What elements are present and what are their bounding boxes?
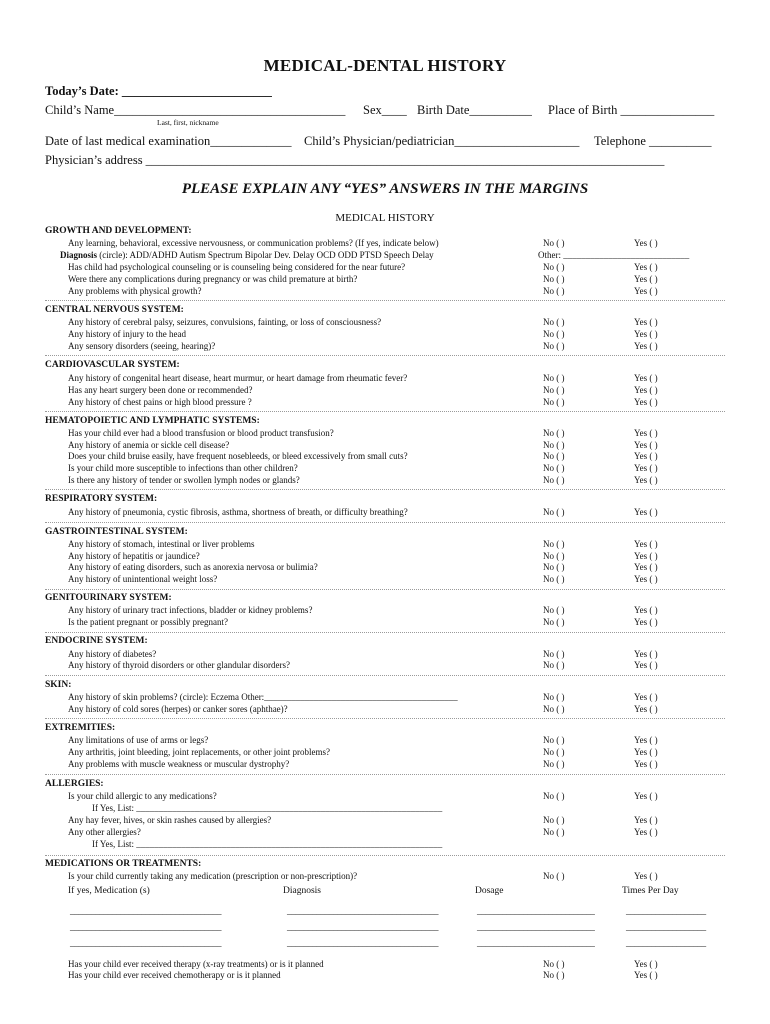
no-checkbox[interactable]: No ( )	[543, 815, 565, 825]
question-text: Any history of stomach, intestinal or liver problems	[68, 539, 255, 549]
no-checkbox[interactable]: No ( )	[543, 373, 565, 383]
no-checkbox[interactable]: No ( )	[543, 274, 565, 284]
question-text: Any arthritis, joint bleeding, joint replacements, or other joint problems?	[68, 747, 330, 757]
dosage-column-header: Dosage	[475, 886, 504, 896]
medication-input[interactable]: ____________________________________	[70, 906, 222, 916]
yes-checkbox[interactable]: Yes ( )	[634, 574, 658, 584]
diagnosis-options	[60, 250, 434, 260]
question-text: Any history of unintentional weight loss?	[68, 574, 218, 584]
no-checkbox[interactable]: No ( )	[543, 649, 565, 659]
times-input[interactable]: ___________________	[626, 938, 706, 948]
no-checkbox[interactable]: No ( )	[543, 397, 565, 407]
section-divider	[45, 489, 725, 490]
question-text: Any other allergies?	[68, 827, 141, 837]
no-checkbox[interactable]: No ( )	[543, 871, 565, 881]
yes-checkbox[interactable]: Yes ( )	[634, 475, 658, 485]
times-input[interactable]: ___________________	[626, 906, 706, 916]
question-text: Any history of thyroid disorders or other glandular disorders?	[68, 660, 290, 670]
section-divider	[45, 589, 725, 590]
section-heading: ALLERGIES:	[45, 779, 104, 789]
question-text: Does your child bruise easily, have frequent nosebleeds, or bleed excessively from small cuts?	[68, 451, 408, 461]
medication-input[interactable]: ____________________________________	[70, 938, 222, 948]
no-checkbox[interactable]: No ( )	[543, 759, 565, 769]
section-divider	[45, 774, 725, 775]
no-checkbox[interactable]: No ( )	[543, 605, 565, 615]
dosage-input[interactable]: ____________________________	[477, 938, 595, 948]
times-per-day-column-header: Times Per Day	[622, 886, 679, 896]
yes-checkbox[interactable]: Yes ( )	[634, 317, 658, 327]
no-checkbox[interactable]: No ( )	[543, 704, 565, 714]
question-text: Were there any complications during pregnancy or was child premature at birth?	[68, 274, 358, 284]
question-text: Any learning, behavioral, excessive nervousness, or communication problems? (If yes, indicate below)	[68, 238, 439, 248]
question-text: Any history of hepatitis or jaundice?	[68, 551, 200, 561]
no-checkbox[interactable]: No ( )	[543, 617, 565, 627]
yes-checkbox[interactable]: Yes ( )	[634, 341, 658, 351]
question-text: Any history of diabetes?	[68, 649, 157, 659]
section-heading: RESPIRATORY SYSTEM:	[45, 494, 158, 504]
times-input[interactable]: ___________________	[626, 922, 706, 932]
section-heading: GENITOURINARY SYSTEM:	[45, 593, 172, 603]
no-checkbox[interactable]: No ( )	[543, 286, 565, 296]
question-text: Is your child allergic to any medications?	[68, 791, 217, 801]
question-text: Has your child ever received chemotherapy or is it planned	[68, 970, 281, 980]
name-subnote: Last, first, nickname	[157, 118, 219, 127]
yes-checkbox[interactable]: Yes ( )	[634, 440, 658, 450]
no-checkbox[interactable]: No ( )	[543, 440, 565, 450]
no-checkbox[interactable]: No ( )	[543, 747, 565, 757]
question-text: Any problems with muscle weakness or muscular dystrophy?	[68, 759, 290, 769]
no-checkbox[interactable]: No ( )	[543, 959, 565, 969]
yes-checkbox[interactable]: Yes ( )	[634, 747, 658, 757]
question-text: Has your child ever had a blood transfusion or blood product transfusion?	[68, 428, 334, 438]
no-checkbox[interactable]: No ( )	[543, 329, 565, 339]
no-checkbox[interactable]: No ( )	[543, 970, 565, 980]
no-checkbox[interactable]: No ( )	[543, 735, 565, 745]
diagnosis-other-field[interactable]: Other: ____________________________	[538, 250, 690, 260]
question-text: Any history of pneumonia, cystic fibrosis, asthma, shortness of breath, or difficulty breathing?	[68, 507, 408, 517]
section-heading: CENTRAL NERVOUS SYSTEM:	[45, 305, 184, 315]
question-text: Any history of cerebral palsy, seizures, convulsions, fainting, or loss of consciousness?	[68, 317, 382, 327]
no-checkbox[interactable]: No ( )	[543, 539, 565, 549]
question-text: Any limitations of use of arms or legs?	[68, 735, 209, 745]
question-text: Is the patient pregnant or possibly pregnant?	[68, 617, 228, 627]
section-heading: GASTROINTESTINAL SYSTEM:	[45, 527, 188, 537]
yes-checkbox[interactable]: Yes ( )	[634, 463, 658, 473]
question-text: Any sensory disorders (seeing, hearing)?	[68, 341, 216, 351]
yes-checkbox[interactable]: Yes ( )	[634, 815, 658, 825]
diagnosis-input[interactable]: ____________________________________	[287, 906, 439, 916]
yes-checkbox[interactable]: Yes ( )	[634, 428, 658, 438]
section-heading: SKIN:	[45, 680, 72, 690]
section-heading: GROWTH AND DEVELOPMENT:	[45, 226, 192, 236]
yes-checkbox[interactable]: Yes ( )	[634, 329, 658, 339]
no-checkbox[interactable]: No ( )	[543, 317, 565, 327]
question-text: Is there any history of tender or swollen lymph nodes or glands?	[68, 475, 300, 485]
dosage-input[interactable]: ____________________________	[477, 922, 595, 932]
birth-date-field[interactable]: Birth Date__________	[417, 103, 532, 117]
yes-checkbox[interactable]: Yes ( )	[634, 970, 658, 980]
yes-checkbox[interactable]: Yes ( )	[634, 274, 658, 284]
section-heading: EXTREMITIES:	[45, 723, 116, 733]
question-text: Has your child ever received therapy (x-ray treatments) or is it planned	[68, 959, 324, 969]
child-name-field[interactable]: Child’s Name_____________________________________	[45, 103, 346, 117]
yes-checkbox[interactable]: Yes ( )	[634, 827, 658, 837]
yes-checkbox[interactable]: Yes ( )	[634, 871, 658, 881]
question-text: Any history of urinary tract infections, bladder or kidney problems?	[68, 605, 313, 615]
yes-checkbox[interactable]: Yes ( )	[634, 649, 658, 659]
no-checkbox[interactable]: No ( )	[543, 385, 565, 395]
yes-checkbox[interactable]: Yes ( )	[634, 451, 658, 461]
question-text: Any history of cold sores (herpes) or canker sores (aphthae)?	[68, 704, 288, 714]
diagnosis-column-header: Diagnosis	[283, 886, 321, 896]
section-divider	[45, 675, 725, 676]
yes-checkbox[interactable]: Yes ( )	[634, 551, 658, 561]
diagnosis-input[interactable]: ____________________________________	[287, 938, 439, 948]
section-divider	[45, 522, 725, 523]
question-text: Has child had psychological counseling or is counseling being considered for the near future?	[68, 262, 406, 272]
yes-checkbox[interactable]: Yes ( )	[634, 373, 658, 383]
section-divider	[45, 632, 725, 633]
section-divider	[45, 411, 725, 412]
no-checkbox[interactable]: No ( )	[543, 428, 565, 438]
yes-checkbox[interactable]: Yes ( )	[634, 959, 658, 969]
explain-instruction: PLEASE EXPLAIN ANY “YES” ANSWERS IN THE MARGINS	[181, 181, 589, 197]
telephone-field[interactable]: Telephone __________	[594, 134, 712, 148]
medication-input[interactable]: ____________________________________	[70, 922, 222, 932]
no-checkbox[interactable]: No ( )	[543, 562, 565, 572]
question-text: Any history of eating disorders, such as anorexia nervosa or bulimia?	[68, 562, 318, 572]
diagnosis-label: Diagnosis	[60, 250, 98, 260]
yes-checkbox[interactable]: Yes ( )	[634, 539, 658, 549]
sex-field[interactable]: Sex____	[363, 103, 407, 117]
section-heading: CARDIOVASCULAR SYSTEM:	[45, 360, 180, 370]
physician-address-field[interactable]: Physician’s address ___________________________________________________________________________________	[45, 153, 665, 167]
question-text: Is your child currently taking any medication (prescription or non-prescription)?	[68, 871, 358, 881]
form-title: MEDICAL-DENTAL HISTORY	[263, 56, 507, 75]
yes-checkbox[interactable]: Yes ( )	[634, 385, 658, 395]
question-text: Any history of skin problems? (circle): Eczema Other:___________________________________________	[68, 692, 458, 702]
yes-checkbox[interactable]: Yes ( )	[634, 692, 658, 702]
allergy-list-field[interactable]: If Yes, List: ____________________________________________________________________	[92, 839, 443, 849]
yes-checkbox[interactable]: Yes ( )	[634, 617, 658, 627]
no-checkbox[interactable]: No ( )	[543, 475, 565, 485]
no-checkbox[interactable]: No ( )	[543, 463, 565, 473]
section-divider	[45, 718, 725, 719]
diagnosis-input[interactable]: ____________________________________	[287, 922, 439, 932]
question-text: Any history of anemia or sickle cell disease?	[68, 440, 230, 450]
last-exam-date-field[interactable]: Date of last medical examination_____________	[45, 134, 292, 148]
yes-checkbox[interactable]: Yes ( )	[634, 660, 658, 670]
diagnosis-choices[interactable]: (circle): ADD/ADHD Autism Spectrum Bipolar Dev. Delay OCD ODD PTSD Speech Delay	[97, 250, 434, 260]
no-checkbox[interactable]: No ( )	[543, 507, 565, 517]
section-divider	[45, 300, 725, 301]
no-checkbox[interactable]: No ( )	[543, 551, 565, 561]
medical-history-heading: MEDICAL HISTORY	[335, 212, 435, 224]
question-text: Any history of injury to the head	[68, 329, 186, 339]
yes-checkbox[interactable]: Yes ( )	[634, 397, 658, 407]
no-checkbox[interactable]: No ( )	[543, 341, 565, 351]
yes-checkbox[interactable]: Yes ( )	[634, 605, 658, 615]
question-text: Any problems with physical growth?	[68, 286, 202, 296]
dosage-input[interactable]: ____________________________	[477, 906, 595, 916]
allergy-list-field[interactable]: If Yes, List: ____________________________________________________________________	[92, 803, 443, 813]
physician-field[interactable]: Child’s Physician/pediatrician____________________	[304, 134, 580, 148]
question-text: Any history of congenital heart disease, heart murmur, or heart damage from rheumatic fever?	[68, 373, 408, 383]
section-divider	[45, 355, 725, 356]
no-checkbox[interactable]: No ( )	[543, 692, 565, 702]
question-text: Any hay fever, hives, or skin rashes caused by allergies?	[68, 815, 272, 825]
medication-column-header: If yes, Medication (s)	[68, 886, 150, 896]
yes-checkbox[interactable]: Yes ( )	[634, 735, 658, 745]
no-checkbox[interactable]: No ( )	[543, 791, 565, 801]
no-checkbox[interactable]: No ( )	[543, 238, 565, 248]
no-checkbox[interactable]: No ( )	[543, 574, 565, 584]
yes-checkbox[interactable]: Yes ( )	[634, 759, 658, 769]
yes-checkbox[interactable]: Yes ( )	[634, 507, 658, 517]
place-of-birth-field[interactable]: Place of Birth _______________	[548, 103, 715, 117]
section-heading: MEDICATIONS OR TREATMENTS:	[45, 859, 202, 869]
no-checkbox[interactable]: No ( )	[543, 827, 565, 837]
yes-checkbox[interactable]: Yes ( )	[634, 791, 658, 801]
question-text: Has any heart surgery been done or recommended?	[68, 385, 253, 395]
section-divider	[45, 855, 725, 856]
yes-checkbox[interactable]: Yes ( )	[634, 704, 658, 714]
yes-checkbox[interactable]: Yes ( )	[634, 238, 658, 248]
yes-checkbox[interactable]: Yes ( )	[634, 262, 658, 272]
question-text: Is your child more susceptible to infections than other children?	[68, 463, 298, 473]
yes-checkbox[interactable]: Yes ( )	[634, 562, 658, 572]
no-checkbox[interactable]: No ( )	[543, 660, 565, 670]
no-checkbox[interactable]: No ( )	[543, 451, 565, 461]
question-text: Any history of chest pains or high blood pressure ?	[68, 397, 252, 407]
yes-checkbox[interactable]: Yes ( )	[634, 286, 658, 296]
todays-date-field[interactable]: Today’s Date: ________________________	[45, 84, 272, 98]
no-checkbox[interactable]: No ( )	[543, 262, 565, 272]
section-heading: ENDOCRINE SYSTEM:	[45, 636, 148, 646]
section-heading: HEMATOPOIETIC AND LYMPHATIC SYSTEMS:	[45, 416, 260, 426]
